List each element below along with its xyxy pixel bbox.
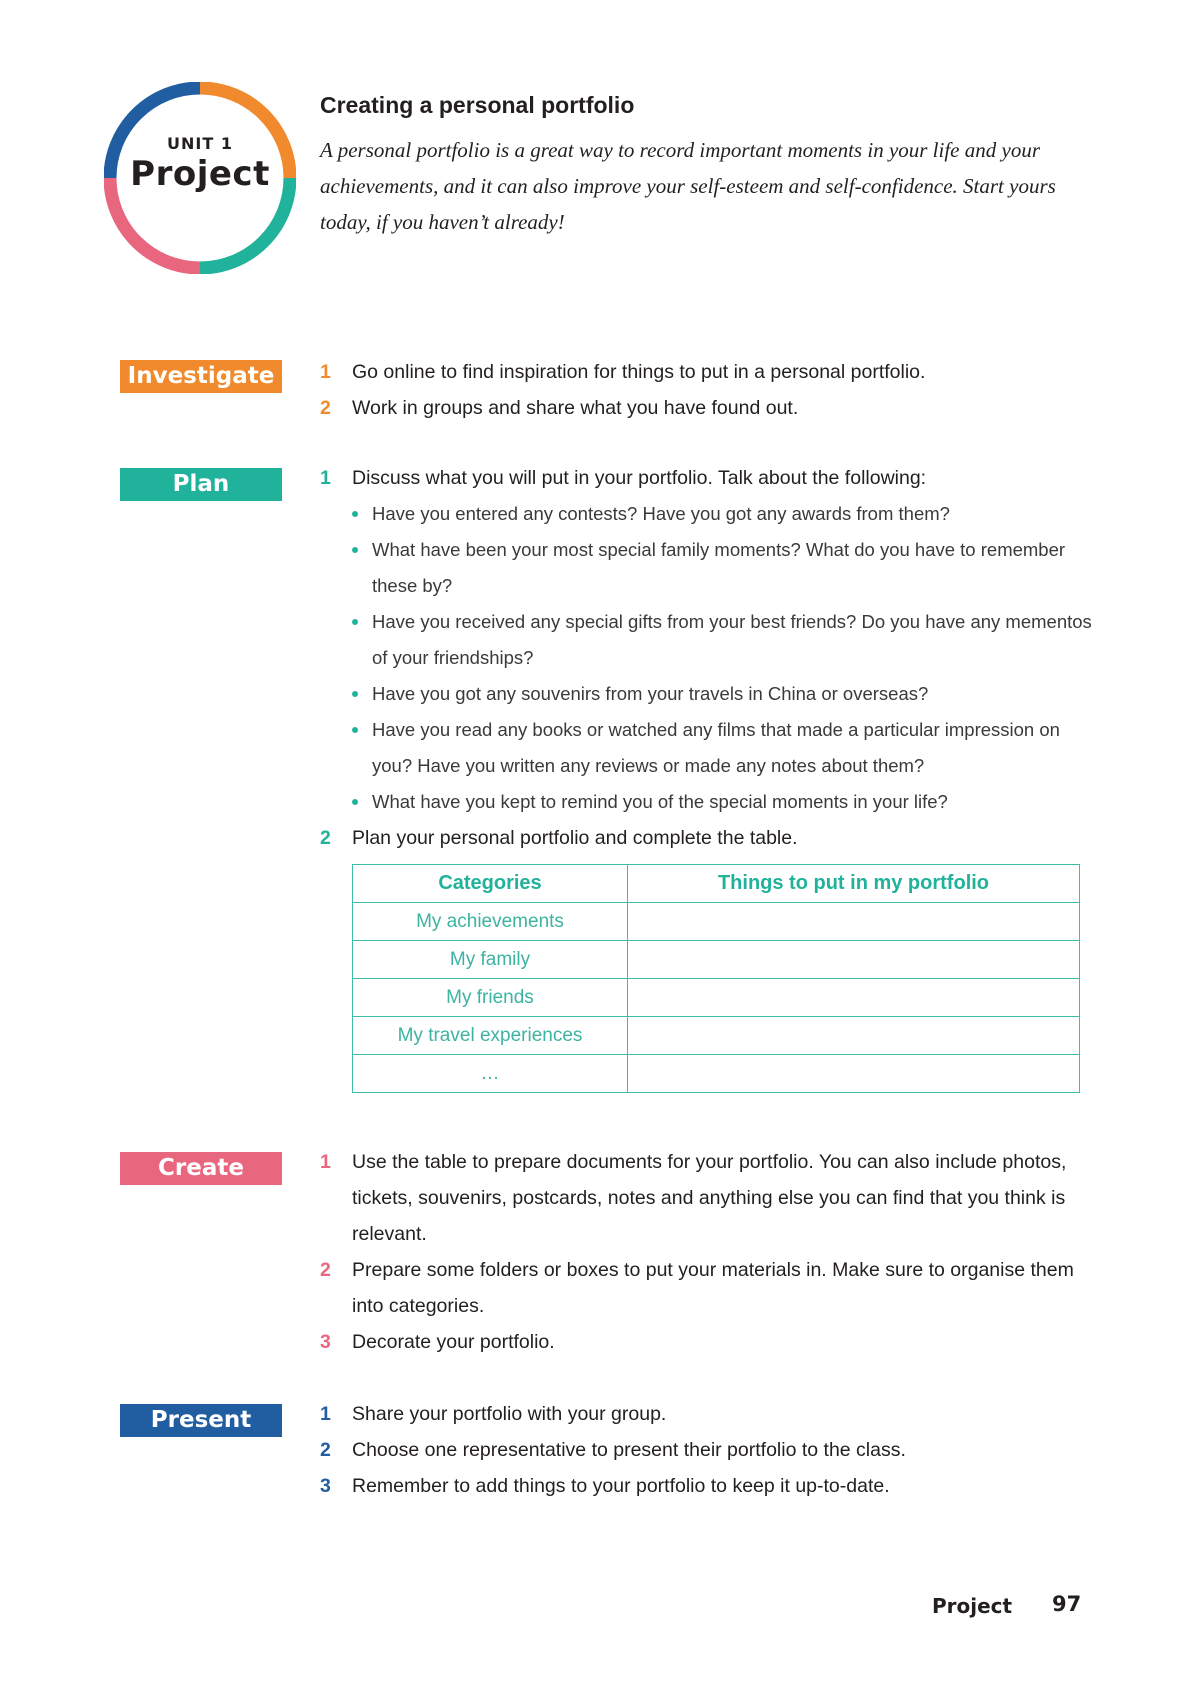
page-title: Creating a personal portfolio	[320, 92, 635, 118]
category-cell: …	[353, 1055, 628, 1093]
item-number: 2	[320, 397, 331, 419]
section-label-investigate: Investigate	[120, 360, 282, 393]
unit-badge	[104, 82, 296, 274]
plan-bullet	[352, 532, 1092, 604]
item-number: 1	[320, 361, 331, 383]
present-item	[320, 1396, 1100, 1432]
bullet-text: Have you got any souvenirs from your travels in China or overseas?	[372, 683, 929, 704]
item-text: Use the table to prepare documents for your portfolio. You can also include photos, tickets, souvenirs, postcards, notes and anything else you can find that you think is relevant.	[352, 1151, 1067, 1245]
bullet-text: What have been your most special family moments? What do you have to remember these by?	[372, 539, 1066, 596]
item-number: 2	[320, 1439, 331, 1461]
table-header: Things to put in my portfolio	[628, 865, 1080, 903]
plan-bullet	[352, 676, 1092, 712]
entry-cell[interactable]	[628, 1055, 1080, 1093]
bullet-dot-icon	[352, 727, 358, 733]
bullet-dot-icon	[352, 619, 358, 625]
bullet-dot-icon	[352, 691, 358, 697]
create-item	[320, 1144, 1100, 1252]
category-cell: My travel experiences	[353, 1017, 628, 1055]
item-text: Discuss what you will put in your portfolio. Talk about the following:	[352, 467, 927, 489]
investigate-item	[320, 354, 1100, 390]
table-row	[353, 1055, 1080, 1093]
item-number: 1	[320, 1151, 331, 1173]
entry-cell[interactable]	[628, 979, 1080, 1017]
item-text: Share your portfolio with your group.	[352, 1403, 667, 1425]
present-item	[320, 1432, 1100, 1468]
plan-bullet	[352, 496, 1092, 532]
item-text: Prepare some folders or boxes to put your materials in. Make sure to organise them into categories.	[352, 1259, 1074, 1317]
bullet-text: What have you kept to remind you of the special moments in your life?	[372, 791, 948, 812]
category-cell: My family	[353, 941, 628, 979]
item-text: Go online to find inspiration for things to put in a personal portfolio.	[352, 361, 926, 383]
item-text: Decorate your portfolio.	[352, 1331, 555, 1353]
page-number: 97	[1052, 1592, 1082, 1616]
item-number: 3	[320, 1475, 331, 1497]
plan-bullet	[352, 712, 1092, 784]
item-text: Work in groups and share what you have found out.	[352, 397, 799, 419]
category-cell: My achievements	[353, 903, 628, 941]
table-row	[353, 941, 1080, 979]
section-label-present: Present	[120, 1404, 282, 1437]
plan-item	[320, 820, 1100, 856]
item-number: 2	[320, 1259, 331, 1281]
table-row	[353, 979, 1080, 1017]
item-text: Remember to add things to your portfolio to keep it up-to-date.	[352, 1475, 890, 1497]
table-header: Categories	[353, 865, 628, 903]
section-label-create: Create	[120, 1152, 282, 1185]
table-row	[353, 903, 1080, 941]
create-item	[320, 1252, 1100, 1324]
entry-cell[interactable]	[628, 1017, 1080, 1055]
item-number: 1	[320, 1403, 331, 1425]
plan-item	[320, 460, 1100, 496]
plan-bullet	[352, 604, 1092, 676]
entry-cell[interactable]	[628, 903, 1080, 941]
present-item	[320, 1468, 1100, 1504]
investigate-item	[320, 390, 1100, 426]
bullet-text: Have you entered any contests? Have you got any awards from them?	[372, 503, 950, 524]
portfolio-table	[352, 864, 1080, 1093]
bullet-dot-icon	[352, 547, 358, 553]
unit-title: Project	[130, 154, 270, 194]
table-row	[353, 1017, 1080, 1055]
intro-text: A personal portfolio is a great way to record important moments in your life and your achievements, and it can also improve your self-esteem and self-confidence. Start yours today, if you haven’t already!	[320, 138, 1056, 234]
table-header-row	[353, 865, 1080, 903]
item-number: 2	[320, 827, 331, 849]
bullet-text: Have you read any books or watched any films that made a particular impression on you? Have you written any reviews or made any notes about them?	[372, 719, 1060, 776]
category-cell: My friends	[353, 979, 628, 1017]
entry-cell[interactable]	[628, 941, 1080, 979]
bullet-dot-icon	[352, 511, 358, 517]
unit-number: UNIT 1	[167, 134, 233, 153]
bullet-text: Have you received any special gifts from your best friends? Do you have any mementos of your friendships?	[372, 611, 1092, 668]
item-text: Choose one representative to present their portfolio to the class.	[352, 1439, 906, 1461]
bullet-dot-icon	[352, 799, 358, 805]
item-text: Plan your personal portfolio and complete the table.	[352, 827, 798, 849]
item-number: 3	[320, 1331, 331, 1353]
item-number: 1	[320, 467, 331, 489]
plan-bullet	[352, 784, 1092, 820]
create-item	[320, 1324, 1100, 1360]
section-label-plan: Plan	[120, 468, 282, 501]
footer-section-label: Project	[932, 1594, 1013, 1618]
